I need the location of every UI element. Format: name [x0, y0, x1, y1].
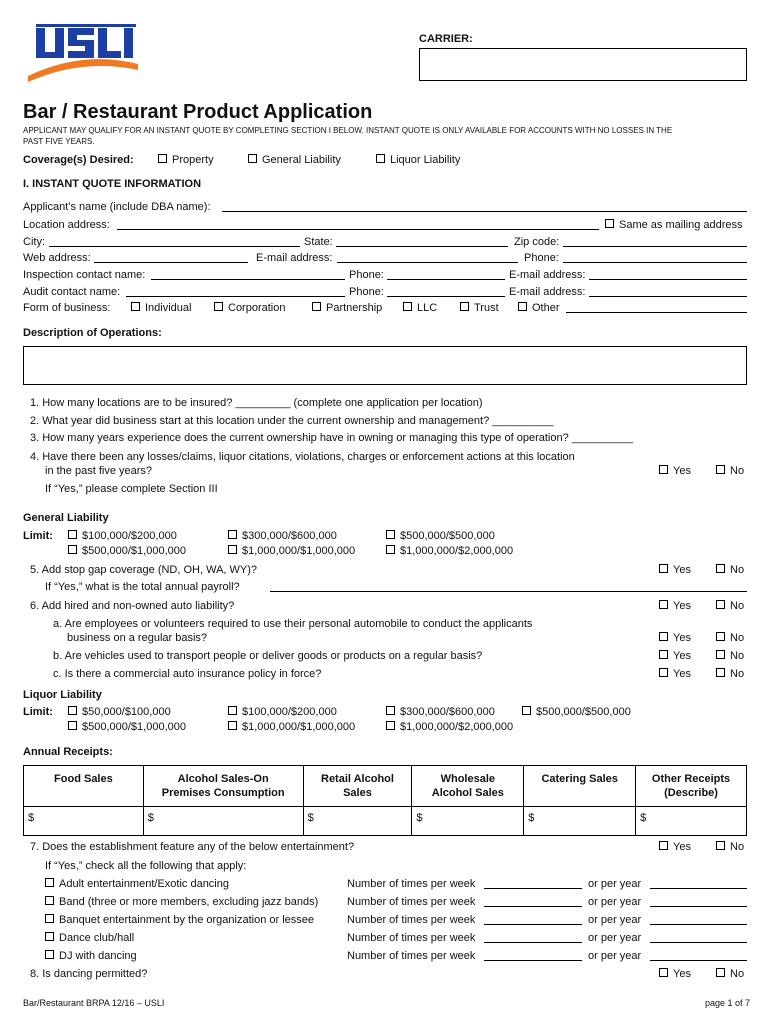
checkbox-icon[interactable] [45, 932, 54, 941]
question-6a-line-2: business on a regular basis? [67, 632, 208, 644]
state-label: State: [304, 236, 333, 248]
city-label: City: [23, 236, 45, 248]
carrier-label: CARRIER: [419, 33, 473, 45]
table-row [24, 807, 747, 836]
zip-label: Zip code: [514, 236, 560, 248]
audit-email-field[interactable] [589, 296, 747, 297]
inspection-contact-label: Inspection contact name: [23, 269, 146, 281]
question-2: 2. What year did business start at this location under the current ownership and management? __________ [30, 415, 554, 427]
per-year-label: or per year [588, 914, 642, 926]
per-year-label: or per year [588, 932, 642, 944]
question-5-yes[interactable]: Yes [659, 564, 691, 577]
checkbox-icon[interactable] [522, 706, 531, 715]
gl-limit-option[interactable]: $500,000/$500,000 [386, 530, 495, 543]
ll-limit-option[interactable]: $50,000/$100,000 [68, 706, 171, 719]
checkbox-icon[interactable] [45, 914, 54, 923]
question-8-no[interactable]: No [716, 968, 744, 981]
business-form-individual[interactable]: Individual [131, 302, 191, 315]
checkbox-icon[interactable] [386, 530, 395, 539]
question-5-followup: If “Yes,” what is the total annual payroll? [45, 581, 240, 593]
times-per-week-label: Number of times per week [347, 878, 476, 890]
audit-email-label: E-mail address: [509, 286, 586, 298]
annual-receipts-table [23, 765, 747, 836]
question-7: 7. Does the establishment feature any of the below entertainment? [30, 841, 355, 853]
description-field[interactable] [23, 346, 747, 385]
entertainment-item[interactable]: Band (three or more members, excluding jazz bands) [45, 896, 318, 909]
column-header: Catering Sales [524, 766, 636, 807]
checkbox-icon[interactable] [659, 600, 668, 609]
gl-limit-option[interactable]: $1,000,000/$2,000,000 [386, 545, 513, 558]
notice-line-2: PAST FIVE YEARS. [23, 137, 95, 146]
applicant-name-field[interactable] [222, 211, 747, 212]
alcohol-on-premises-cell[interactable]: $ [143, 807, 303, 836]
audit-contact-label: Audit contact name: [23, 286, 121, 298]
checkbox-icon[interactable] [659, 632, 668, 641]
ll-limit-option[interactable]: $1,000,000/$1,000,000 [228, 721, 355, 734]
entertainment-item[interactable]: Adult entertainment/Exotic dancing [45, 878, 229, 891]
ll-limit-option[interactable]: $1,000,000/$2,000,000 [386, 721, 513, 734]
column-header: Wholesale Alcohol Sales [412, 766, 524, 807]
annual-payroll-field[interactable] [270, 591, 747, 592]
question-7-followup: If “Yes,” check all the following that apply: [45, 860, 247, 872]
checkbox-icon[interactable] [386, 721, 395, 730]
page-title: Bar / Restaurant Product Application [23, 101, 373, 123]
liquor-liability-title: Liquor Liability [23, 689, 102, 701]
same-as-mailing[interactable]: Same as mailing address [605, 219, 743, 232]
gl-limit-option[interactable]: $500,000/$1,000,000 [68, 545, 186, 558]
checkbox-icon[interactable] [376, 154, 385, 163]
checkbox-icon[interactable] [716, 564, 725, 573]
notice-line-1: APPLICANT MAY QUALIFY FOR AN INSTANT QUOTE BY COMPLETING SECTION I BELOW. INSTANT QUOTE IS ONLY AVAILABLE FOR ACCOUNTS WITH NO LOSSES IN THE [23, 126, 673, 135]
question-8: 8. Is dancing permitted? [30, 968, 148, 980]
checkbox-icon[interactable] [659, 968, 668, 977]
carrier-field[interactable] [419, 48, 747, 81]
question-1: 1. How many locations are to be insured? _________ (complete one application per location) [30, 397, 483, 409]
question-6: 6. Add hired and non-owned auto liability? [30, 600, 235, 612]
question-4-no[interactable]: No [716, 465, 744, 478]
ll-limit-option[interactable]: $500,000/$500,000 [522, 706, 631, 719]
wholesale-alcohol-cell[interactable]: $ [412, 807, 524, 836]
checkbox-icon[interactable] [68, 721, 77, 730]
ll-limit-option[interactable]: $500,000/$1,000,000 [68, 721, 186, 734]
gl-limit-label: Limit: [23, 530, 53, 542]
question-7-no[interactable]: No [716, 841, 744, 854]
question-7-yes[interactable]: Yes [659, 841, 691, 854]
ll-limit-label: Limit: [23, 706, 53, 718]
question-6a-line-1: a. Are employees or volunteers required to use their personal automobile to conduct the applicants [53, 618, 533, 630]
phone-field[interactable] [563, 262, 747, 263]
column-header: Other Receipts (Describe) [636, 766, 747, 807]
per-year-field[interactable] [650, 924, 747, 925]
retail-alcohol-cell[interactable]: $ [303, 807, 412, 836]
audit-contact-field[interactable] [126, 296, 345, 297]
inspection-email-label: E-mail address: [509, 269, 586, 281]
inspection-email-field[interactable] [589, 279, 747, 280]
table-header-row [24, 766, 747, 807]
ll-limit-option[interactable]: $100,000/$200,000 [228, 706, 337, 719]
audit-phone-label: Phone: [349, 286, 384, 298]
coverage-label: Coverage(s) Desired: [23, 154, 134, 166]
checkbox-icon[interactable] [716, 650, 725, 659]
checkbox-icon[interactable] [716, 632, 725, 641]
per-year-label: or per year [588, 896, 642, 908]
checkbox-icon[interactable] [68, 530, 77, 539]
checkbox-icon[interactable] [716, 668, 725, 677]
question-6c-no[interactable]: No [716, 668, 744, 681]
inspection-phone-label: Phone: [349, 269, 384, 281]
question-6b-yes[interactable]: Yes [659, 650, 691, 663]
general-liability-title: General Liability [23, 512, 109, 524]
email-field[interactable] [337, 262, 518, 263]
checkbox-icon[interactable] [131, 302, 140, 311]
checkbox-icon[interactable] [68, 545, 77, 554]
per-year-field[interactable] [650, 960, 747, 961]
checkbox-icon[interactable] [460, 302, 469, 311]
business-form-llc[interactable]: LLC [403, 302, 437, 315]
checkbox-icon[interactable] [403, 302, 412, 311]
checkbox-icon[interactable] [518, 302, 527, 311]
question-3: 3. How many years experience does the current ownership have in owning or managing this type of operation? __________ [30, 432, 633, 444]
food-sales-cell[interactable]: $ [24, 807, 144, 836]
per-year-label: or per year [588, 950, 642, 962]
checkbox-icon[interactable] [214, 302, 223, 311]
checkbox-icon[interactable] [716, 968, 725, 977]
city-field[interactable] [49, 246, 300, 247]
per-year-label: or per year [588, 878, 642, 890]
location-address-field[interactable] [117, 229, 599, 230]
gl-limit-option[interactable]: $300,000/$600,000 [228, 530, 337, 543]
catering-sales-cell[interactable]: $ [524, 807, 636, 836]
question-6a-yes[interactable]: Yes [659, 632, 691, 645]
entertainment-item[interactable]: Dance club/hall [45, 932, 134, 945]
times-per-week-field[interactable] [484, 960, 582, 961]
location-address-label: Location address: [23, 219, 110, 231]
annual-receipts-title: Annual Receipts: [23, 746, 113, 758]
times-per-week-label: Number of times per week [347, 932, 476, 944]
times-per-week-label: Number of times per week [347, 950, 476, 962]
column-header: Retail Alcohol Sales [303, 766, 412, 807]
question-4-line-1: 4. Have there been any losses/claims, liquor citations, violations, charges or enforcement actions at this location [30, 451, 575, 463]
question-6-no[interactable]: No [716, 600, 744, 613]
question-6b-no[interactable]: No [716, 650, 744, 663]
question-6a-no[interactable]: No [716, 632, 744, 645]
question-5-no[interactable]: No [716, 564, 744, 577]
coverage-general-liability[interactable]: General Liability [248, 154, 341, 167]
checkbox-icon[interactable] [716, 841, 725, 850]
per-year-field[interactable] [650, 942, 747, 943]
entertainment-item[interactable]: DJ with dancing [45, 950, 137, 963]
footer-page-number: page 1 of 7 [705, 998, 751, 1008]
checkbox-icon[interactable] [386, 706, 395, 715]
checkbox-icon[interactable] [659, 668, 668, 677]
checkbox-icon[interactable] [45, 950, 54, 959]
times-per-week-field[interactable] [484, 924, 582, 925]
column-header: Alcohol Sales-On Premises Consumption [143, 766, 303, 807]
inspection-contact-field[interactable] [151, 279, 345, 280]
question-4-line-3: If “Yes,” please complete Section III [45, 483, 218, 495]
business-form-corporation[interactable]: Corporation [214, 302, 285, 315]
question-4-yes[interactable]: Yes [659, 465, 691, 478]
checkbox-icon[interactable] [659, 650, 668, 659]
question-6c: c. Is there a commercial auto insurance policy in force? [53, 668, 322, 680]
section-1-title: I. INSTANT QUOTE INFORMATION [23, 178, 202, 190]
checkbox-icon[interactable] [45, 896, 54, 905]
checkbox-icon[interactable] [312, 302, 321, 311]
web-label: Web address: [23, 252, 91, 264]
applicant-name-label: Applicant’s name (include DBA name): [23, 201, 211, 213]
times-per-week-field[interactable] [484, 888, 582, 889]
business-form-other[interactable]: Other [518, 302, 560, 315]
checkbox-icon[interactable] [228, 530, 237, 539]
checkbox-icon[interactable] [659, 465, 668, 474]
description-label: Description of Operations: [23, 327, 162, 339]
footer-form-id: Bar/Restaurant BRPA 12/16 – USLI [23, 998, 165, 1008]
checkbox-icon[interactable] [228, 545, 237, 554]
gl-limit-option[interactable]: $1,000,000/$1,000,000 [228, 545, 355, 558]
checkbox-icon[interactable] [158, 154, 167, 163]
per-year-field[interactable] [650, 906, 747, 907]
phone-label: Phone: [524, 252, 559, 264]
checkbox-icon[interactable] [68, 706, 77, 715]
ll-limit-option[interactable]: $300,000/$600,000 [386, 706, 495, 719]
question-6c-yes[interactable]: Yes [659, 668, 691, 681]
other-receipts-cell[interactable]: $ [636, 807, 747, 836]
email-label: E-mail address: [256, 252, 333, 264]
checkbox-icon[interactable] [228, 706, 237, 715]
business-form-other-field[interactable] [566, 312, 747, 313]
form-of-business-label: Form of business: [23, 302, 111, 314]
question-4-line-2: in the past five years? [45, 465, 153, 477]
gl-limit-option[interactable]: $100,000/$200,000 [68, 530, 177, 543]
question-6-yes[interactable]: Yes [659, 600, 691, 613]
coverage-property[interactable]: Property [158, 154, 214, 167]
per-year-field[interactable] [650, 888, 747, 889]
times-per-week-field[interactable] [484, 942, 582, 943]
question-8-yes[interactable]: Yes [659, 968, 691, 981]
checkbox-icon[interactable] [659, 841, 668, 850]
column-header: Food Sales [24, 766, 144, 807]
checkbox-icon[interactable] [386, 545, 395, 554]
checkbox-icon[interactable] [605, 219, 614, 228]
business-form-trust[interactable]: Trust [460, 302, 499, 315]
checkbox-icon[interactable] [248, 154, 257, 163]
times-per-week-field[interactable] [484, 906, 582, 907]
checkbox-icon[interactable] [659, 564, 668, 573]
checkbox-icon[interactable] [716, 600, 725, 609]
web-field[interactable] [94, 262, 248, 263]
coverage-liquor-liability[interactable]: Liquor Liability [376, 154, 460, 167]
times-per-week-label: Number of times per week [347, 896, 476, 908]
checkbox-icon[interactable] [716, 465, 725, 474]
question-6b: b. Are vehicles used to transport people or deliver goods or products on a regular basis? [53, 650, 483, 662]
inspection-phone-field[interactable] [387, 279, 505, 280]
checkbox-icon[interactable] [45, 878, 54, 887]
business-form-partnership[interactable]: Partnership [312, 302, 382, 315]
entertainment-item[interactable]: Banquet entertainment by the organization or lessee [45, 914, 314, 927]
times-per-week-label: Number of times per week [347, 914, 476, 926]
checkbox-icon[interactable] [228, 721, 237, 730]
zip-field[interactable] [563, 246, 747, 247]
usli-logo [22, 20, 142, 82]
question-5: 5. Add stop gap coverage (ND, OH, WA, WY)? [30, 564, 258, 576]
state-field[interactable] [336, 246, 508, 247]
audit-phone-field[interactable] [387, 296, 505, 297]
